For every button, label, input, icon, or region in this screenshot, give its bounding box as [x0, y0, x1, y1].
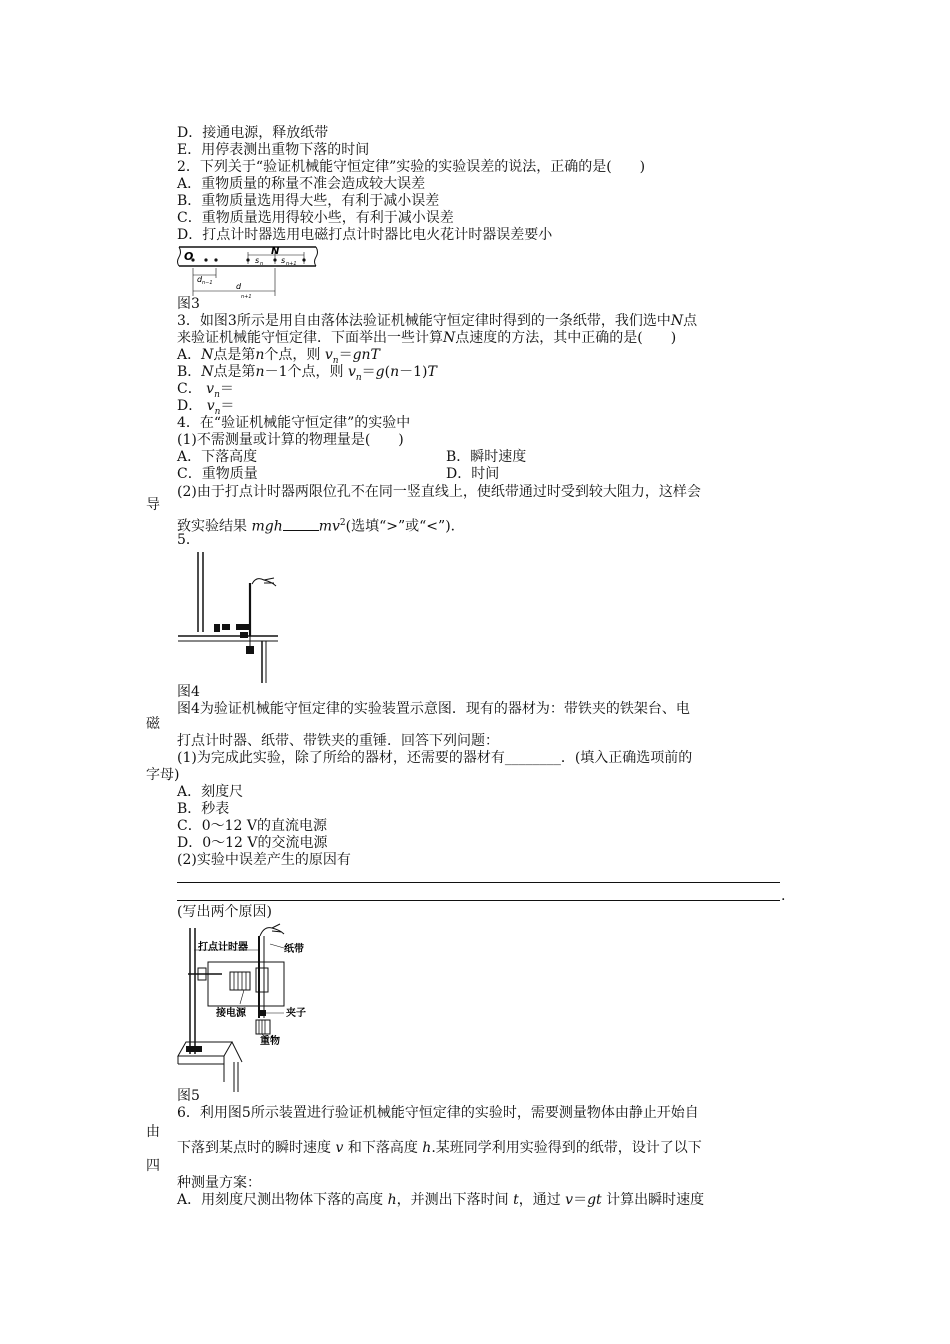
- question-6-line-1: 6．利用图5所示装置进行验证机械能守恒定律的实验时，需要测量物体由静止开始自: [177, 1105, 699, 1121]
- fig3-label-O: O: [184, 250, 194, 263]
- q3-option-d: D． $v_n=$: [177, 398, 235, 417]
- fig5-label-power: 接电源: [216, 1008, 246, 1019]
- answer-period: .: [781, 888, 786, 904]
- answer-line-2[interactable]: [177, 900, 780, 901]
- question-6-line-2: 下落到某点时的瞬时速度 v 和下落高度 h.某班同学利用实验得到的纸带，设计了以下: [177, 1140, 702, 1156]
- question-6-line-3: 种测量方案：: [177, 1175, 261, 1191]
- question-4-part-1: (1)不需测量或计算的物理量是( ): [177, 432, 404, 448]
- fig3-label-sn1: s: [281, 256, 286, 265]
- fig5-label-tape: 纸带: [284, 944, 304, 955]
- question-3-line-2: 来验证机械能守恒定律．下面举出一些计算N点速度的方法，其中正确的是( ): [177, 330, 677, 346]
- fig3-label-dn-1-sub: n−1: [202, 280, 213, 286]
- question-5-note: (写出两个原因): [177, 904, 272, 920]
- question-5-part-2: (2)实验中误差产生的原因有: [177, 852, 351, 868]
- q2-option-c: C．重物质量选用得较小些，有利于减小误差: [177, 210, 454, 226]
- answer-blank[interactable]: [283, 518, 319, 531]
- fig3-label-sn-sub: n: [260, 261, 264, 267]
- question-4-part-2: (2)由于打点计时器两限位孔不在同一竖直线上，使纸带通过时受到较大阻力，这样会: [177, 484, 701, 500]
- overflow-char-si: 四: [146, 1158, 160, 1174]
- question-4-part-2-cont: 致实验结果 mgh $mv^2$(选填“>”或“<”)．: [177, 518, 465, 535]
- figure-4-apparatus: [178, 548, 278, 683]
- q4-option-d: D．时间: [446, 466, 500, 482]
- question-5-part-1: (1)为完成此实验，除了所给的器材，还需要的器材有________．(填入正确选项前的: [177, 750, 693, 766]
- answer-line-1[interactable]: [177, 882, 780, 883]
- figure-4-caption: 图4: [177, 684, 200, 700]
- question-5-part-1-cont: 字母): [146, 767, 180, 783]
- q2-option-d: D．打点计时器选用电磁打点计时器比电火花计时器误差要小: [177, 227, 553, 243]
- fig3-label-dn-1: d: [197, 275, 203, 284]
- figure-3-paper-tape: [176, 244, 326, 300]
- overflow-char-dao: 导: [146, 497, 160, 513]
- q5-option-c: C．0～12 V的直流电源: [177, 818, 327, 834]
- fig5-label-clip: 夹子: [286, 1008, 306, 1019]
- fig3-label-N: N: [271, 246, 280, 257]
- q4-option-c: C．重物质量: [177, 466, 258, 482]
- q3-option-b: B．N点是第n－1个点，则 $v_n=g(n-1)T$: [177, 364, 437, 383]
- q2-option-a: A．重物质量的称量不准会造成较大误差: [177, 176, 426, 192]
- question-5-line-2: 打点计时器、纸带、带铁夹的重锤．回答下列问题：: [177, 733, 499, 749]
- q5-option-b: B．秒表: [177, 801, 230, 817]
- option-d-line: D．接通电源，释放纸带: [177, 125, 329, 141]
- q4-option-b: B．瞬时速度: [446, 449, 527, 465]
- figure-5-apparatus: [176, 922, 326, 1092]
- q5-option-a: A．刻度尺: [177, 784, 244, 800]
- question-5-number: 5．: [177, 532, 200, 548]
- q6-option-a: A．用刻度尺测出物体下落的高度 h，并测出下落时间 t，通过 v＝gt 计算出瞬时速度: [177, 1192, 705, 1208]
- q2-option-b: B．重物质量选用得大些，有利于减小误差: [177, 193, 440, 209]
- fig3-label-sn: s: [255, 256, 260, 265]
- fig3-label-dn+1-sub: n+1: [241, 294, 252, 300]
- overflow-char-you: 由: [146, 1124, 160, 1140]
- figure-5-caption: 图5: [177, 1088, 200, 1104]
- fig5-label-weight: 重物: [260, 1036, 280, 1047]
- option-e-line: E．用停表测出重物下落的时间: [177, 142, 370, 158]
- q5-option-d: D．0～12 V的交流电源: [177, 835, 328, 851]
- question-2: 2．下列关于“验证机械能守恒定律”实验的实验误差的说法，正确的是( ): [177, 159, 646, 175]
- overflow-char-ci: 磁: [146, 716, 160, 732]
- fig5-label-timer: 打点计时器: [198, 942, 248, 953]
- q3-option-c: C． $v_n=$: [177, 381, 234, 400]
- question-3-line-1: 3．如图3所示是用自由落体法验证机械能守恒定律时得到的一条纸带，我们选中N点: [177, 313, 698, 329]
- figure-3-caption: 图3: [177, 296, 200, 312]
- question-5-line-1: 图4为验证机械能守恒定律的实验装置示意图．现有的器材为：带铁夹的铁架台、电: [177, 701, 690, 717]
- question-4: 4．在“验证机械能守恒定律”的实验中: [177, 415, 411, 431]
- q4-option-a: A．下落高度: [177, 449, 258, 465]
- fig3-label-sn1-sub: n+1: [286, 261, 297, 267]
- fig3-label-dn+1: d: [236, 282, 242, 291]
- q3-option-a: A．N点是第n个点，则 $v_n=gnT$: [177, 347, 380, 366]
